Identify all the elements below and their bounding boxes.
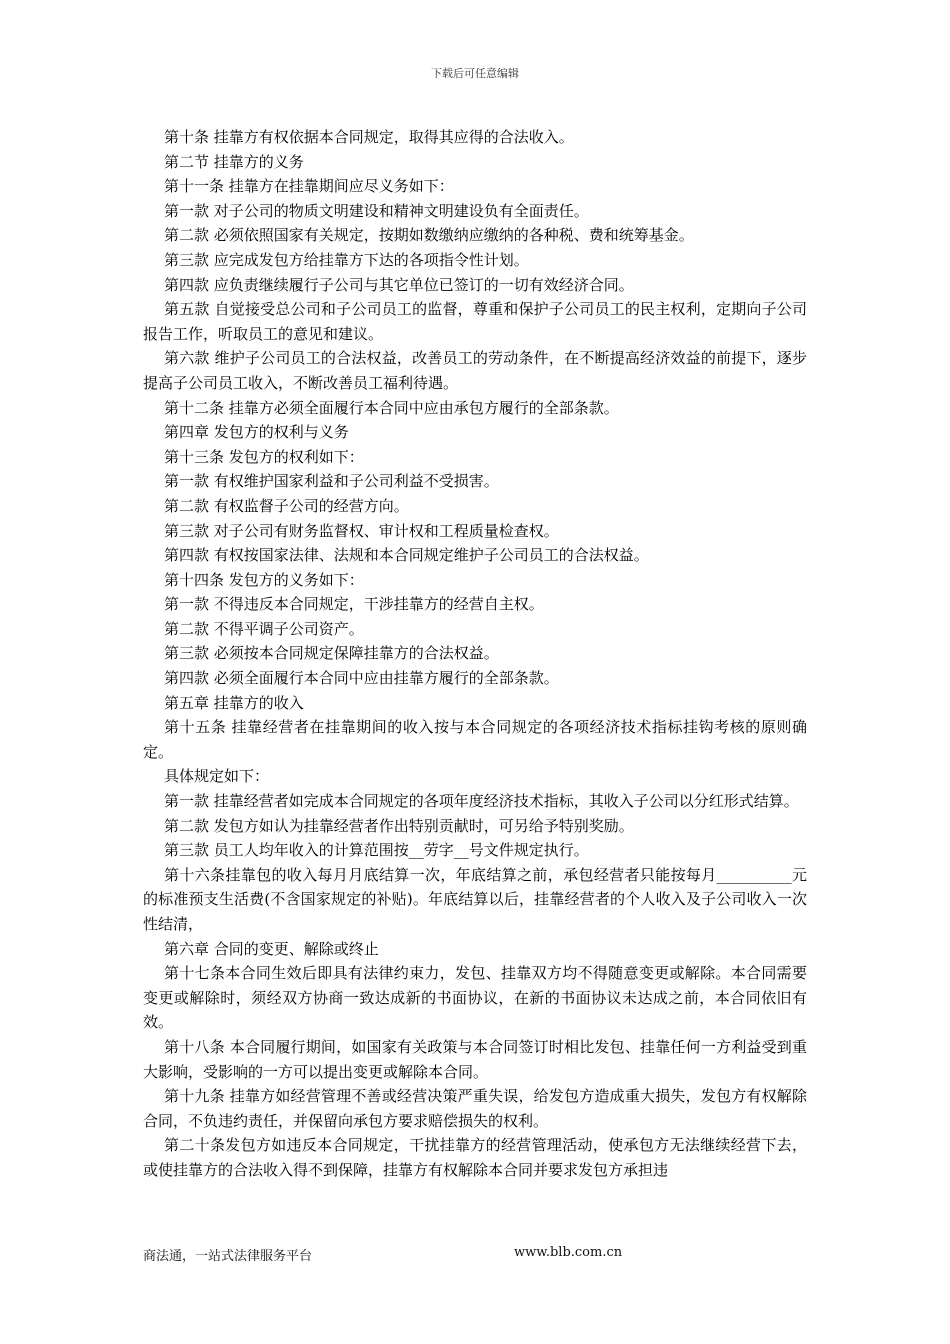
paragraph: 第四款 有权按国家法律、法规和本合同规定维护子公司员工的合法权益。 (164, 546, 649, 565)
chapter-heading: 第六章 合同的变更、解除或终止 (164, 939, 379, 958)
footer-website-link[interactable]: www.blb.com.cn (514, 1245, 623, 1260)
paragraph: 第十二条 挂靠方必须全面履行本合同中应由承包方履行的全部条款。 (164, 398, 619, 417)
paragraph: 第四款 应负责继续履行子公司与其它单位已签订的一切有效经济合同。 (164, 275, 634, 294)
paragraph: 第二款 不得平调子公司资产。 (164, 619, 364, 638)
paragraph: 第三款 应完成发包方给挂靠方下达的各项指令性计划。 (164, 250, 529, 269)
paragraph: 第十八条 本合同履行期间，如国家有关政策与本合同签订时相比发包、挂靠任何一方利益受到重大影响，受影响的一方可以提出变更或解除本合同。 (143, 1037, 807, 1081)
paragraph: 第六款 维护子公司员工的合法权益，改善员工的劳动条件，在不断提高经济效益的前提下，逐步提高子公司员工收入，不断改善员工福利待遇。 (143, 349, 807, 392)
paragraph: 第十九条 挂靠方如经营管理不善或经营决策严重失误，给发包方造成重大损失，发包方有权解除合同，不负违约责任，并保留向承包方要求赔偿损失的权利。 (143, 1087, 807, 1130)
paragraph: 第二十条发包方如违反本合同规定，干扰挂靠方的经营管理活动，使承包方无法继续经营下去，或使挂靠方的合法收入得不到保障，挂靠方有权解除本合同并要求发包方承担违 (143, 1136, 807, 1179)
paragraph: 第十五条 挂靠经营者在挂靠期间的收入按与本合同规定的各项经济技术指标挂钩考核的原则确定。 (143, 718, 807, 761)
paragraph: 第十条 挂靠方有权依据本合同规定，取得其应得的合法收入。 (164, 128, 574, 146)
paragraph: 第三款 对子公司有财务监督权、审计权和工程质量检查权。 (164, 521, 559, 540)
paragraph: 第十三条 发包方的权利如下： (164, 447, 364, 466)
paragraph: 第十一条 挂靠方在挂靠期间应尽义务如下： (164, 177, 454, 196)
paragraph: 第二款 必须依照国家有关规定，按期如数缴纳应缴纳的各种税、费和统筹基金。 (164, 226, 694, 245)
paragraph: 第五款 自觉接受总公司和子公司员工的监督，尊重和保护子公司员工的民主权利，定期向子公司报告工作，听取员工的意见和建议。 (143, 300, 807, 343)
paragraph: 第一款 挂靠经营者如完成本合同规定的各项年度经济技术指标，其收入子公司以分红形式结算。 (164, 792, 799, 811)
paragraph: 第二款 有权监督子公司的经营方向。 (164, 496, 409, 515)
paragraph: 第一款 有权维护国家利益和子公司利益不受损害。 (164, 472, 499, 491)
paragraph: 第十六条挂靠包的收入每月月底结算一次，年底结算之前，承包经营者只能按每月__________元的标准预支生活费(不含国家规定的补贴)。年底结算以后，挂靠经营者的个人收入及子公司收入一次性结清， (143, 865, 807, 933)
paragraph: 第十四条 发包方的义务如下： (164, 570, 364, 589)
paragraph: 第一款 不得违反本合同规定，干涉挂靠方的经营自主权。 (164, 595, 544, 614)
paragraph: 第三款 必须按本合同规定保障挂靠方的合法权益。 (164, 644, 499, 663)
chapter-heading: 第五章 挂靠方的收入 (164, 693, 304, 712)
section-heading: 第二节 挂靠方的义务 (164, 152, 304, 171)
chapter-heading: 第四章 发包方的权利与义务 (164, 423, 349, 442)
paragraph: 第四款 必须全面履行本合同中应由挂靠方履行的全部条款。 (164, 669, 559, 688)
paragraph: 第一款 对子公司的物质文明建设和精神文明建设负有全面责任。 (164, 201, 589, 220)
page-header: 下载后可任意编辑 (431, 67, 519, 80)
paragraph: 具体规定如下： (164, 767, 270, 786)
paragraph: 第十七条本合同生效后即具有法律约束力，发包、挂靠双方均不得随意变更或解除。本合同需要变更或解除时，须经双方协商一致达成新的书面协议，在新的书面协议未达成之前，本合同依旧有效。 (143, 964, 807, 1032)
document-body (143, 125, 807, 1183)
footer-platform-name: 商法通，一站式法律服务平台 (143, 1249, 313, 1264)
paragraph: 第二款 发包方如认为挂靠经营者作出特别贡献时，可另给予特别奖励。 (164, 816, 634, 835)
paragraph: 第三款 员工人均年收入的计算范围按__劳字__号文件规定执行。 (164, 841, 589, 860)
